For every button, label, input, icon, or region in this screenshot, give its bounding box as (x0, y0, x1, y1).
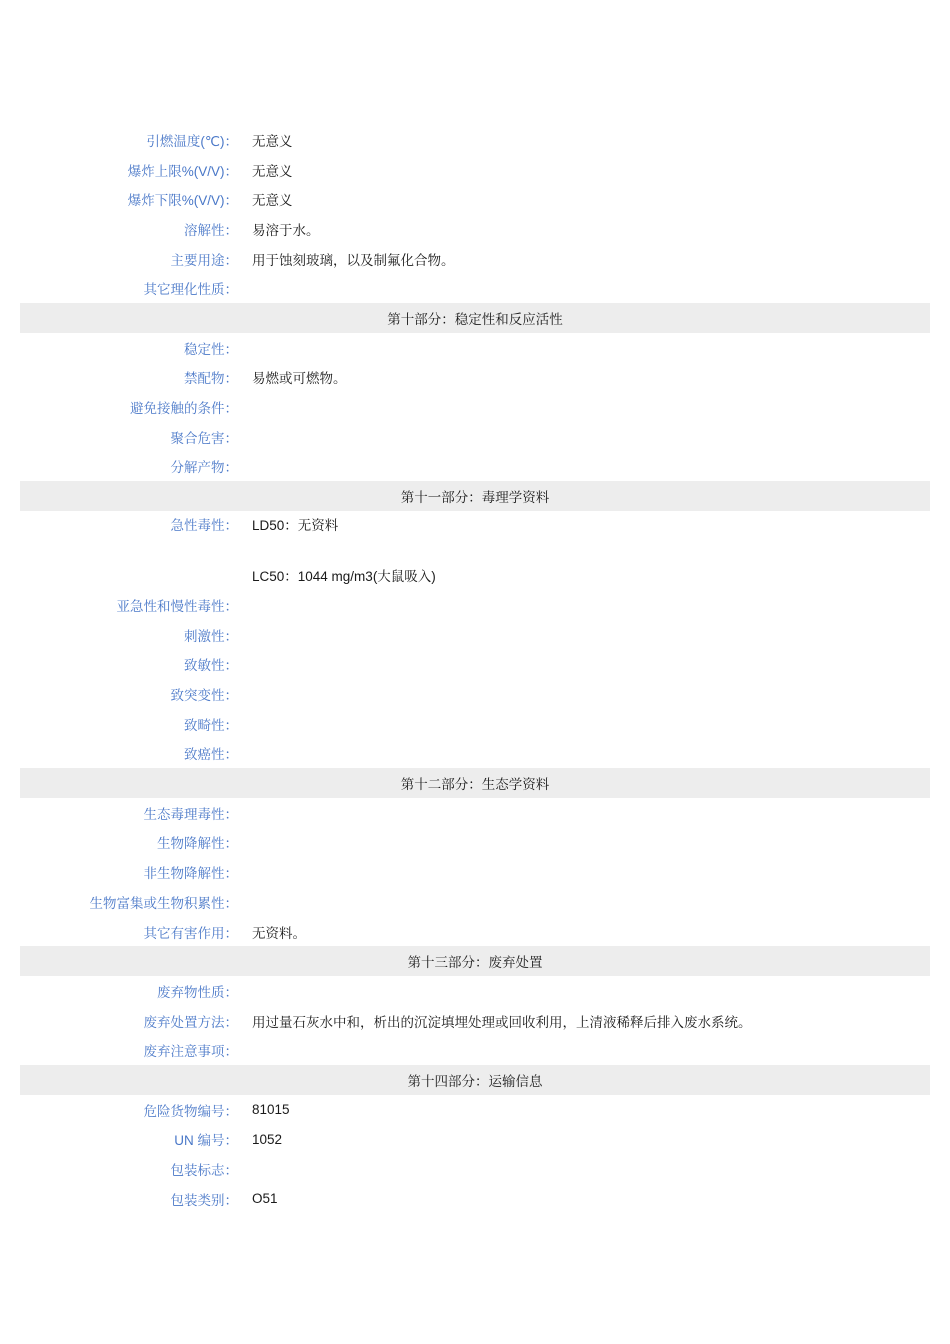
field-label: 废弃处置方法： (143, 1014, 238, 1030)
field-value: 无意义 (252, 163, 293, 179)
row-other-properties (20, 273, 930, 303)
field-label: 亚急性和慢性毒性： (116, 598, 238, 614)
msds-document (20, 125, 930, 1214)
field-label: 包装类别： (170, 1192, 238, 1208)
row-dangerous-goods-number (20, 1095, 930, 1125)
row-stability (20, 333, 930, 363)
row-bioaccumulation (20, 887, 930, 917)
field-label: 爆炸上限%(V/V)： (127, 163, 238, 179)
field-label: 分解产物： (170, 460, 238, 476)
field-label: 聚合危害： (170, 430, 238, 446)
row-waste-nature (20, 976, 930, 1006)
row-solubility (20, 214, 930, 244)
field-label: 包装标志： (170, 1163, 238, 1179)
row-irritation (20, 620, 930, 650)
row-carcinogenicity (20, 739, 930, 769)
row-sensitization (20, 650, 930, 680)
section-header-12: 第十二部分：生态学资料 (20, 768, 930, 798)
field-value: 用于蚀刻玻璃，以及制氟化合物。 (252, 252, 455, 268)
field-value: 易燃或可燃物。 (252, 371, 347, 387)
field-value: O51 (252, 1191, 278, 1207)
field-label: 溶解性： (184, 222, 238, 238)
row-explosion-lower (20, 184, 930, 214)
field-label: 禁配物： (184, 371, 238, 387)
field-label: 生态毒理毒性： (143, 806, 238, 822)
field-value: 无资料。 (252, 925, 306, 941)
field-label: 生物降解性： (157, 836, 238, 852)
row-packaging-mark (20, 1154, 930, 1184)
field-label: 引燃温度(℃)： (146, 133, 238, 149)
row-incompatible (20, 363, 930, 393)
row-avoid-conditions (20, 392, 930, 422)
row-disposal-notes (20, 1035, 930, 1065)
row-un-number (20, 1125, 930, 1155)
field-label: 非生物降解性： (143, 866, 238, 882)
row-packaging-category (20, 1184, 930, 1214)
field-label: 爆炸下限%(V/V)： (127, 193, 238, 209)
field-value: 1052 (252, 1131, 283, 1147)
section-header-11: 第十一部分：毒理学资料 (20, 481, 930, 511)
row-abiotic-degradability (20, 857, 930, 887)
row-explosion-upper (20, 155, 930, 185)
field-label: 致突变性： (170, 688, 238, 704)
field-label: UN 编号： (174, 1133, 238, 1149)
field-label: 主要用途： (170, 252, 238, 268)
row-polymerization (20, 422, 930, 452)
row-mutagenicity (20, 679, 930, 709)
row-lc50 (20, 560, 930, 590)
field-value: 无意义 (252, 193, 293, 209)
field-value: 无意义 (252, 133, 293, 149)
row-other-harmful-effects (20, 917, 930, 947)
row-ecotoxicity (20, 798, 930, 828)
row-ignition-temp (20, 125, 930, 155)
row-teratogenicity (20, 709, 930, 739)
field-label: 其它理化性质： (143, 282, 238, 298)
field-value: 81015 (252, 1102, 290, 1118)
field-label: 急性毒性： (170, 517, 238, 533)
field-label: 生物富集或生物积累性： (89, 895, 238, 911)
field-value: LD50：无资料 (252, 517, 339, 533)
row-subacute (20, 590, 930, 620)
row-decomposition (20, 452, 930, 482)
field-label: 废弃物性质： (157, 984, 238, 1000)
row-disposal-method (20, 1006, 930, 1036)
field-value: 易溶于水。 (252, 222, 320, 238)
field-label: 致癌性： (184, 747, 238, 763)
field-label: 避免接触的条件： (130, 401, 238, 417)
field-label: 稳定性： (184, 341, 238, 357)
row-acute-toxicity (20, 511, 930, 561)
section-header-10: 第十部分：稳定性和反应活性 (20, 303, 930, 333)
field-value: LC50：1044 mg/m3(大鼠吸入) (252, 569, 436, 585)
field-label: 其它有害作用： (143, 925, 238, 941)
field-label: 危险货物编号： (143, 1103, 238, 1119)
row-biodegradability (20, 828, 930, 858)
field-label: 刺激性： (184, 628, 238, 644)
field-label: 废弃注意事项： (143, 1044, 238, 1060)
field-value: 用过量石灰水中和，析出的沉淀填埋处理或回收利用，上清液稀释后排入废水系统。 (252, 1014, 752, 1030)
section-header-13: 第十三部分：废弃处置 (20, 946, 930, 976)
field-label: 致畸性： (184, 717, 238, 733)
row-main-use (20, 244, 930, 274)
section-header-14: 第十四部分：运输信息 (20, 1065, 930, 1095)
field-label: 致敏性： (184, 658, 238, 674)
